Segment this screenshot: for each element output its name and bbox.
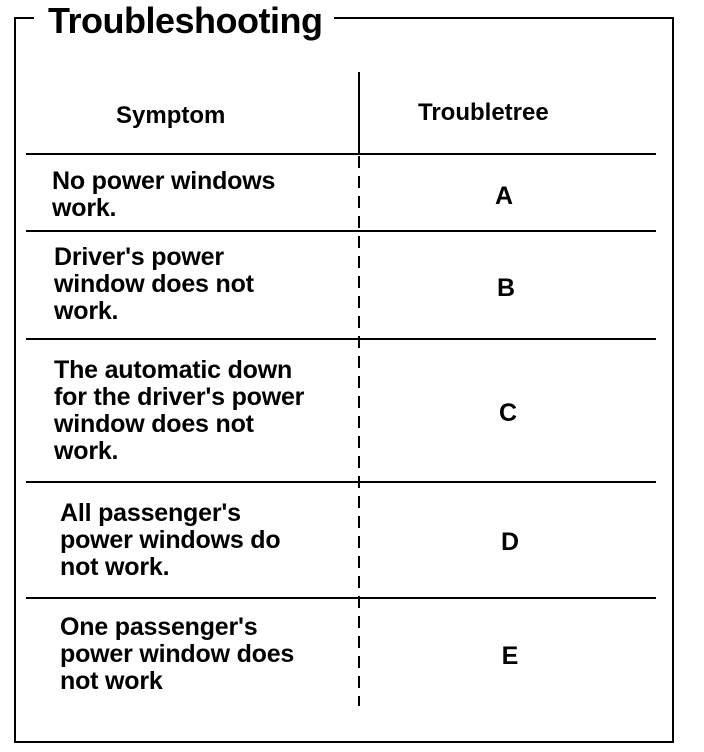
- troubletree-cell-2: B: [496, 274, 516, 302]
- header-symptom: Symptom: [116, 102, 226, 129]
- column-divider-header: [358, 72, 360, 154]
- symptom-cell-2: Driver's power window does not work.: [54, 243, 254, 325]
- symptom-cell-4: All passenger's power windows do not work.: [60, 499, 281, 581]
- symptom-cell-1: No power windows work.: [52, 167, 276, 222]
- row-divider-header: [26, 153, 656, 155]
- header-troubletree: Troubletree: [418, 99, 549, 126]
- troubletree-cell-1: A: [494, 182, 514, 210]
- page-title: Troubleshooting: [34, 0, 334, 42]
- row-divider-3: [26, 481, 656, 483]
- symptom-cell-5: One passenger's power window does not work: [60, 613, 295, 695]
- troubletree-cell-3: C: [498, 399, 518, 427]
- troubletree-cell-4: D: [500, 528, 520, 556]
- column-divider-dashed: [358, 156, 360, 706]
- row-divider-1: [26, 230, 656, 232]
- symptom-cell-3: The automatic down for the driver's power window does not work.: [54, 356, 305, 465]
- troubletree-cell-5: E: [501, 642, 519, 670]
- row-divider-2: [26, 338, 656, 340]
- row-divider-4: [26, 597, 656, 599]
